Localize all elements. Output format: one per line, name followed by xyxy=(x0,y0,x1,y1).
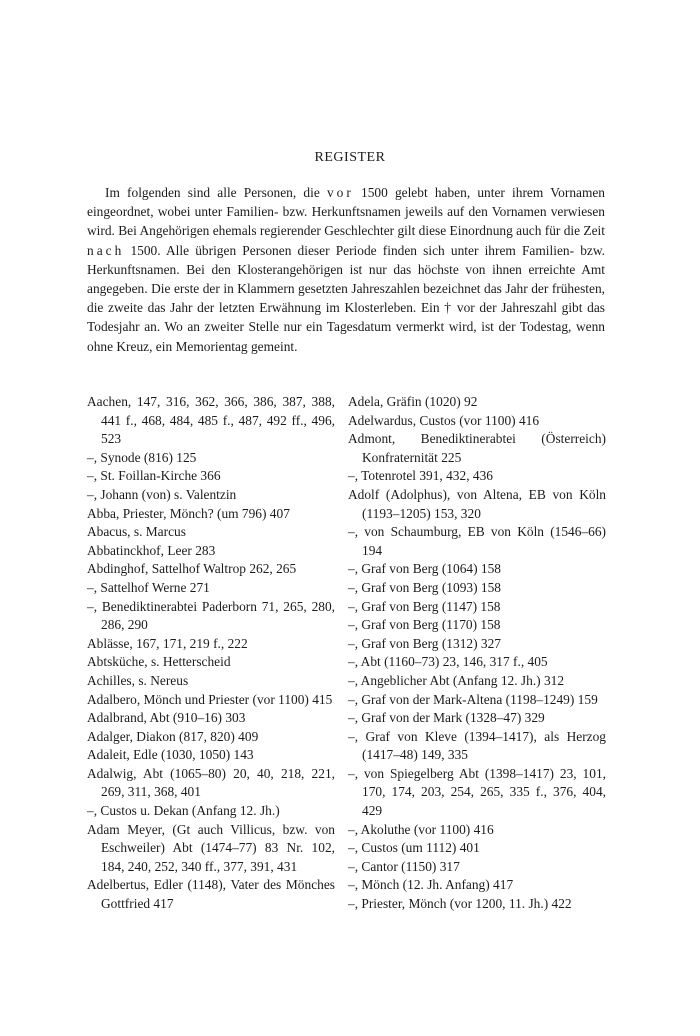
index-entry: –, Custos (um 1112) 401 xyxy=(348,840,480,856)
index-entry: Adalbrand, Abt (910–16) 303 xyxy=(87,710,246,726)
index-entry: –, Graf von Berg (1093) 158 xyxy=(348,579,501,595)
index-entry: –, Mönch (12. Jh. Anfang) 417 xyxy=(348,877,514,893)
intro-emphasis-nach: nach xyxy=(87,242,125,258)
intro-emphasis-vor: vor xyxy=(326,185,354,200)
index-entry: –, Graf von Berg (1312) 327 xyxy=(348,635,501,651)
index-entry: –, Abt (1160–73) 23, 146, 317 f., 405 xyxy=(348,654,548,670)
index-entry: –, Graf von der Mark (1328–47) 329 xyxy=(348,710,545,726)
index-entry: –, Totenrotel 391, 432, 436 xyxy=(348,468,493,484)
index-entry: Adolf (Adolphus), von Altena, EB von Köln (1193–1205) 153, 320 xyxy=(348,486,606,521)
index-entry: –, Cantor (1150) 317 xyxy=(348,858,460,874)
index-entry: Admont, Benediktinerabtei (Österreich) Konfraternität 225 xyxy=(348,431,606,465)
index-entry: Adalbero, Mönch und Priester (vor 1100) 415 xyxy=(87,691,333,707)
index-entry: –, Synode (816) 125 xyxy=(87,449,197,465)
index-entry: Adelbertus, Edler (1148), Vater des Mönches Gottfried 417 xyxy=(87,877,335,912)
index-entry: –, von Schaumburg, EB von Köln (1546–66) 194 xyxy=(348,524,606,558)
index-entry: Adalwig, Abt (1065–80) 20, 40, 218, 221, 269, 311, 368, 401 xyxy=(87,765,335,800)
index-entry: –, Graf von der Mark-Altena (1198–1249) 159 xyxy=(348,691,598,707)
index-entry: Ablässe, 167, 171, 219 f., 222 xyxy=(87,635,248,651)
index-entry: Adam Meyer, (Gt auch Villicus, bzw. von Eschweiler) Abt (1474–77) 83 Nr. 102, 184, 240, 252, 340 ff., 377, 391, 431 xyxy=(87,821,335,874)
index-entry: –, Priester, Mönch (vor 1200, 11. Jh.) 422 xyxy=(348,896,572,912)
index-entry: Adelwardus, Custos (vor 1100) 416 xyxy=(348,412,540,428)
index-entry: Adela, Gräfin (1020) 92 xyxy=(348,394,478,409)
index-entry: –, St. Foillan-Kirche 366 xyxy=(87,468,221,484)
index-entry: –, Graf von Berg (1064) 158 xyxy=(348,561,501,577)
index-entry: Adalger, Diakon (817, 820) 409 xyxy=(87,728,259,744)
index-entry: Aachen, 147, 316, 362, 366, 386, 387, 388, 441 f., 468, 484, 485 f., 487, 492 ff., 496, 523 xyxy=(87,394,335,447)
index-entry: Abdinghof, Sattelhof Waltrop 262, 265 xyxy=(87,561,297,577)
index-entry: –, Angeblicher Abt (Anfang 12. Jh.) 312 xyxy=(348,672,565,688)
index-entry: –, Custos u. Dekan (Anfang 12. Jh.) xyxy=(87,803,280,819)
index-entry: Abbatinckhof, Leer 283 xyxy=(87,542,216,558)
index-entry: –, Graf von Berg (1170) 158 xyxy=(348,617,501,633)
index-entry: Abtsküche, s. Hetterscheid xyxy=(87,654,231,670)
index-entry: –, Akoluthe (vor 1100) 416 xyxy=(348,821,494,837)
index-entry: Abacus, s. Marcus xyxy=(87,524,186,540)
page-title: REGISTER xyxy=(314,150,386,165)
index-entry: –, Sattelhof Werne 271 xyxy=(87,579,210,595)
intro-paragraph xyxy=(87,183,605,356)
index-entry: –, Graf von Kleve (1394–1417), als Herzog (1417–48) 149, 335 xyxy=(348,728,606,763)
index-entry: –, von Spiegelberg Abt (1398–1417) 23, 101, 170, 174, 203, 254, 265, 335 f., 376, 404, 429 xyxy=(348,765,606,819)
index-entry: –, Graf von Berg (1147) 158 xyxy=(348,598,501,614)
index-entry: –, Benediktinerabtei Paderborn 71, 265, 280, 286, 290 xyxy=(87,598,335,633)
index-column-right xyxy=(348,393,606,914)
intro-text-1: Im folgenden sind alle Personen, die xyxy=(105,185,327,200)
index-column-left xyxy=(87,393,335,914)
intro-text-2: 1500 gelebt haben, unter ihrem Vornamen eingeordnet, wobei unter Familien- bzw. Herkunftsnamen jeweils auf den Vornamen verwiesen wird. Bei Angehörigen ehemals regierender Geschlechter gilt diese Einordnung auch für die Zeit xyxy=(87,185,606,239)
intro-text-3: 1500. Alle übrigen Personen dieser Periode finden sich unter ihrem Familien- bzw. Herkunftsnamen. Bei den Klosterangehörigen ist nur das höchste von ihnen erreichte Amt angegeben. Die erste der in Klammern gesetzten Jahreszahlen bezeichnet das Jahr der frühesten, die zweite das Jahr der letzten Erwähnung im Klosterleben. Ein † vor der Jahreszahl gibt das Todesjahr an. Wo an zweiter Stelle nur ein Tagesdatum vermerkt wird, ist der Todestag, wenn ohne Kreuz, ein Memorientag gemeint. xyxy=(87,242,605,354)
index-entry: –, Johann (von) s. Valentzin xyxy=(87,486,237,502)
index-entry: Adaleit, Edle (1030, 1050) 143 xyxy=(87,747,254,763)
index-entry: Abba, Priester, Mönch? (um 796) 407 xyxy=(87,505,290,521)
index-entry: Achilles, s. Nereus xyxy=(87,672,189,688)
